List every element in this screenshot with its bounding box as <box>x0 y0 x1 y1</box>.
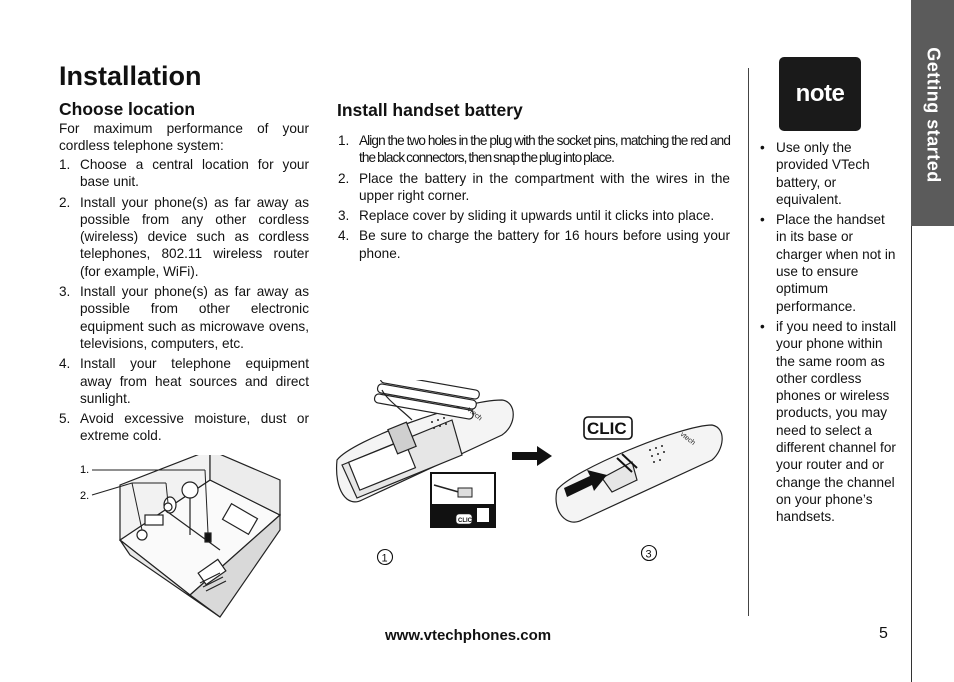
step-text: Align the two holes in the plug with the socket pins, matching the red and the black connectors, then snap the plug into place. <box>359 133 730 166</box>
list-item <box>59 156 309 191</box>
list-item <box>758 211 898 315</box>
page-title: Installation <box>59 61 202 91</box>
list-item <box>338 227 730 262</box>
brand-mark-right: vtech <box>678 431 697 447</box>
list-item <box>59 355 309 407</box>
list-item <box>59 194 309 280</box>
list-item <box>338 170 730 205</box>
footer-url: www.vtechphones.com <box>385 627 552 644</box>
note-text: Use only the provided VTech battery, or equivalent. <box>776 140 870 207</box>
note-badge: note <box>779 57 861 131</box>
choose-location-list <box>59 156 309 448</box>
bullet-icon: • <box>760 318 765 334</box>
illustration-label-2: 2. <box>80 490 90 502</box>
page-number: 5 <box>879 625 888 642</box>
clic-label: CLIC <box>587 419 627 438</box>
list-item <box>758 139 898 208</box>
step-text: Install your telephone equipment away from heat sources and direct sunlight. <box>80 356 309 406</box>
install-battery-list <box>338 132 730 265</box>
choose-location-heading: Choose location <box>59 99 196 119</box>
step-number: 5. <box>59 411 71 427</box>
list-item <box>338 207 730 224</box>
step-number: 2. <box>59 194 71 210</box>
list-item <box>59 410 309 445</box>
bullet-icon: • <box>760 140 765 155</box>
bullet-icon: • <box>760 212 765 228</box>
list-item <box>338 132 730 167</box>
step-text: Place the battery in the compartment with the wires in the upper right corner. <box>359 170 730 203</box>
step-text: Install your phone(s) as far away as possible from other electronic equipment such as microwave ovens, televisions, computers, etc. <box>80 284 309 351</box>
step-marker-1-label: 1 <box>381 552 388 565</box>
step-marker-3-label: 3 <box>645 548 652 561</box>
step-number: 1. <box>59 157 71 172</box>
step-number: 4. <box>59 356 71 372</box>
step-text: Choose a central location for your base unit. <box>80 157 309 190</box>
list-item <box>59 283 309 352</box>
step-number: 1. <box>338 133 350 148</box>
handset-closed-drawing <box>556 425 722 522</box>
note-text: if you need to install your phone within the same room as other cordless phones or wireless products, you may need to select a different channel for your router and or change the channel on your phone’s handsets. <box>776 318 897 525</box>
step-number: 2. <box>338 170 350 186</box>
arrow-right-icon <box>512 446 552 466</box>
side-tab-rule <box>911 226 912 682</box>
step-text: Install your phone(s) as far away as possible from any other cordless (wireless) device such as cordless telephones, 802.11 wireless router (for example, WiFi). <box>80 194 309 279</box>
install-battery-heading: Install handset battery <box>337 100 523 120</box>
step-number: 3. <box>59 284 71 300</box>
step-number: 3. <box>338 208 350 224</box>
note-list <box>758 139 898 529</box>
room-layout-illustration <box>70 455 290 625</box>
note-text: Place the handset in its base or charger when not in use to ensure optimum performance. <box>776 212 896 314</box>
step-number: 4. <box>338 228 350 244</box>
choose-location-intro: For maximum performance of your cordless telephone system: <box>59 121 309 154</box>
illustration-label-1: 1. <box>80 464 90 476</box>
connector-inset <box>430 472 496 528</box>
section-side-tab <box>911 0 954 226</box>
side-tab-label: Getting started <box>923 47 943 183</box>
step-text: Be sure to charge the battery for 16 hours before using your phone. <box>359 228 730 261</box>
inset-clic-label: CLIC <box>458 518 472 524</box>
step-text: Replace cover by sliding it upwards until it clicks into place. <box>359 208 715 224</box>
battery-install-illustration <box>332 380 727 575</box>
column-divider <box>748 68 749 616</box>
brand-mark-left: vtech <box>465 406 484 423</box>
step-text: Avoid excessive moisture, dust or extreme cold. <box>80 411 309 444</box>
list-item <box>758 318 898 526</box>
